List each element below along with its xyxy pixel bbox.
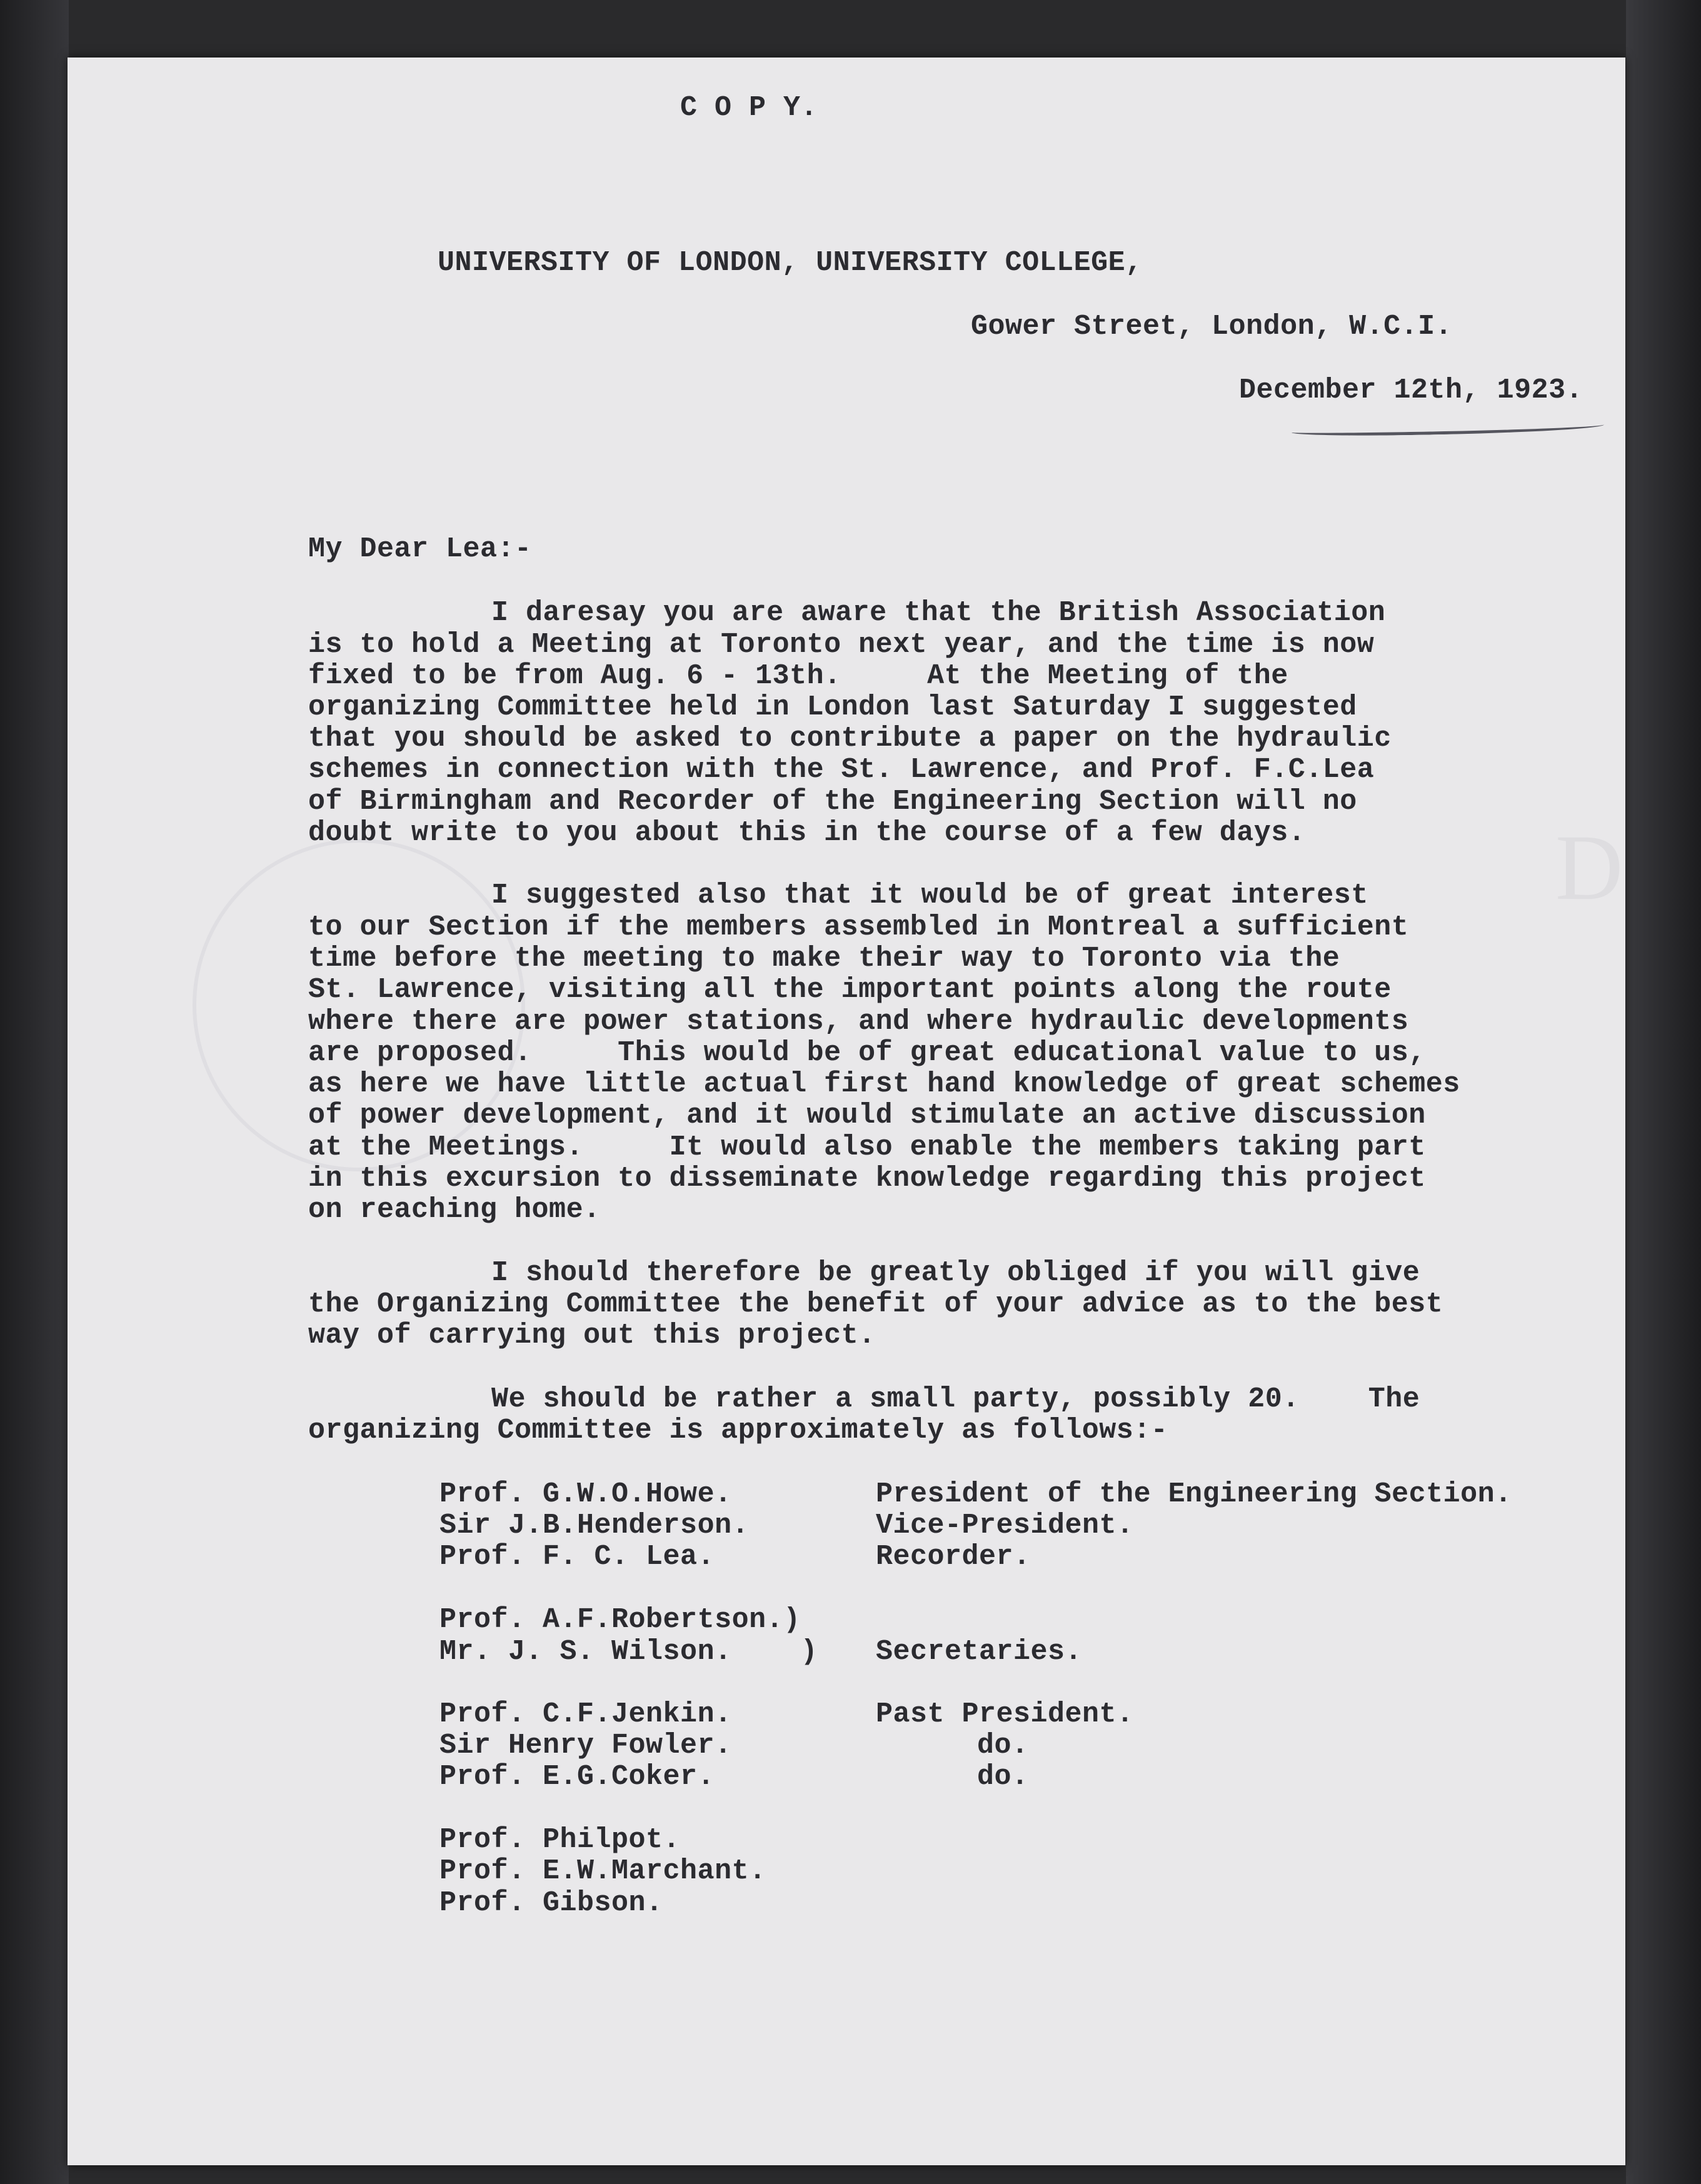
committee-member-name: Prof. C.F.Jenkin. [439,1698,732,1730]
paragraph1-line: that you should be asked to contribute a paper on the hydraulic [308,723,1392,754]
committee-member-role: President of the Engineering Section. [876,1478,1512,1510]
committee-member-role: Past President. [876,1698,1134,1730]
paragraph3-line: the Organizing Committee the benefit of your advice as to the best [308,1288,1443,1320]
paragraph3-line: I should therefore be greatly obliged if you will give [491,1257,1420,1289]
committee-member-name: Prof. Gibson. [439,1887,663,1919]
committee-member-name: Prof. G.W.O.Howe. [439,1478,732,1510]
paragraph2-line: as here we have little actual first hand knowledge of great schemes [308,1068,1460,1100]
committee-member-name: Prof. Philpot. [439,1824,681,1856]
paragraph1-line: is to hold a Meeting at Toronto next year, and the time is now [308,629,1375,661]
committee-member-role: Secretaries. [876,1636,1083,1668]
letter-page [68,58,1642,2165]
paragraph4-line: We should be rather a small party, possibly 20. The [491,1383,1420,1415]
paragraph1-line: of Birmingham and Recorder of the Engineering Section will no [308,786,1357,818]
paragraph1-line: organizing Committee held in London last Saturday I suggested [308,691,1357,723]
paragraph2-line: St. Lawrence, visiting all the important points along the route [308,974,1392,1006]
paragraph1-line: doubt write to you about this in the course of a few days. [308,817,1306,849]
salutation: My Dear Lea:- [308,533,532,565]
paragraph3-line: way of carrying out this project. [308,1320,876,1351]
committee-member-role: do. [977,1730,1029,1761]
paragraph1-line: I daresay you are aware that the British Association [491,597,1386,629]
paragraph2-line: in this excursion to disseminate knowledge regarding this project [308,1163,1426,1195]
committee-member-name: Sir Henry Fowler. [439,1730,732,1761]
committee-member-name: Prof. E.G.Coker. [439,1761,715,1793]
committee-member-role: Recorder. [876,1541,1031,1573]
letterhead-institution: UNIVERSITY OF LONDON, UNIVERSITY COLLEGE, [438,247,1143,279]
committee-member-role: do. [977,1761,1029,1793]
backdrop-right [1626,0,1701,2184]
committee-member-name: Sir J.B.Henderson. [439,1510,750,1541]
copy-mark: C O P Y. [680,92,818,124]
paragraph1-line: fixed to be from Aug. 6 - 13th. At the Meeting of the [308,660,1288,692]
paragraph2-line: where there are power stations, and where hydraulic developments [308,1006,1409,1038]
paragraph2-line: to our Section if the members assembled in Montreal a sufficient [308,911,1409,943]
paragraph1-line: schemes in connection with the St. Lawrence, and Prof. F.C.Lea [308,754,1375,786]
letterhead-address: Gower Street, London, W.C.I. [971,311,1453,343]
committee-member-name: Prof. E.W.Marchant. [439,1855,766,1887]
bleed-through-text: D [1555,816,1642,919]
committee-member-name: Prof. F. C. Lea. [439,1541,715,1573]
committee-member-role: Vice-President. [876,1510,1134,1541]
paragraph2-line: I suggested also that it would be of great interest [491,879,1368,911]
paragraph2-line: on reaching home. [308,1194,601,1226]
paragraph2-line: of power development, and it would stimulate an active discussion [308,1100,1426,1131]
paragraph2-line: at the Meetings. It would also enable the members taking part [308,1131,1426,1163]
paragraph2-line: are proposed. This would be of great educational value to us, [308,1037,1426,1069]
committee-member-name: Prof. A.F.Robertson.) [439,1604,801,1636]
paragraph4-line: organizing Committee is approximately as follows:- [308,1415,1168,1446]
backdrop-left [0,0,69,2184]
committee-member-name: Mr. J. S. Wilson. ) [439,1636,818,1668]
letter-date: December 12th, 1923. [1239,374,1583,406]
paragraph2-line: time before the meeting to make their way to Toronto via the [308,943,1340,974]
handwritten-underline [1292,420,1604,438]
